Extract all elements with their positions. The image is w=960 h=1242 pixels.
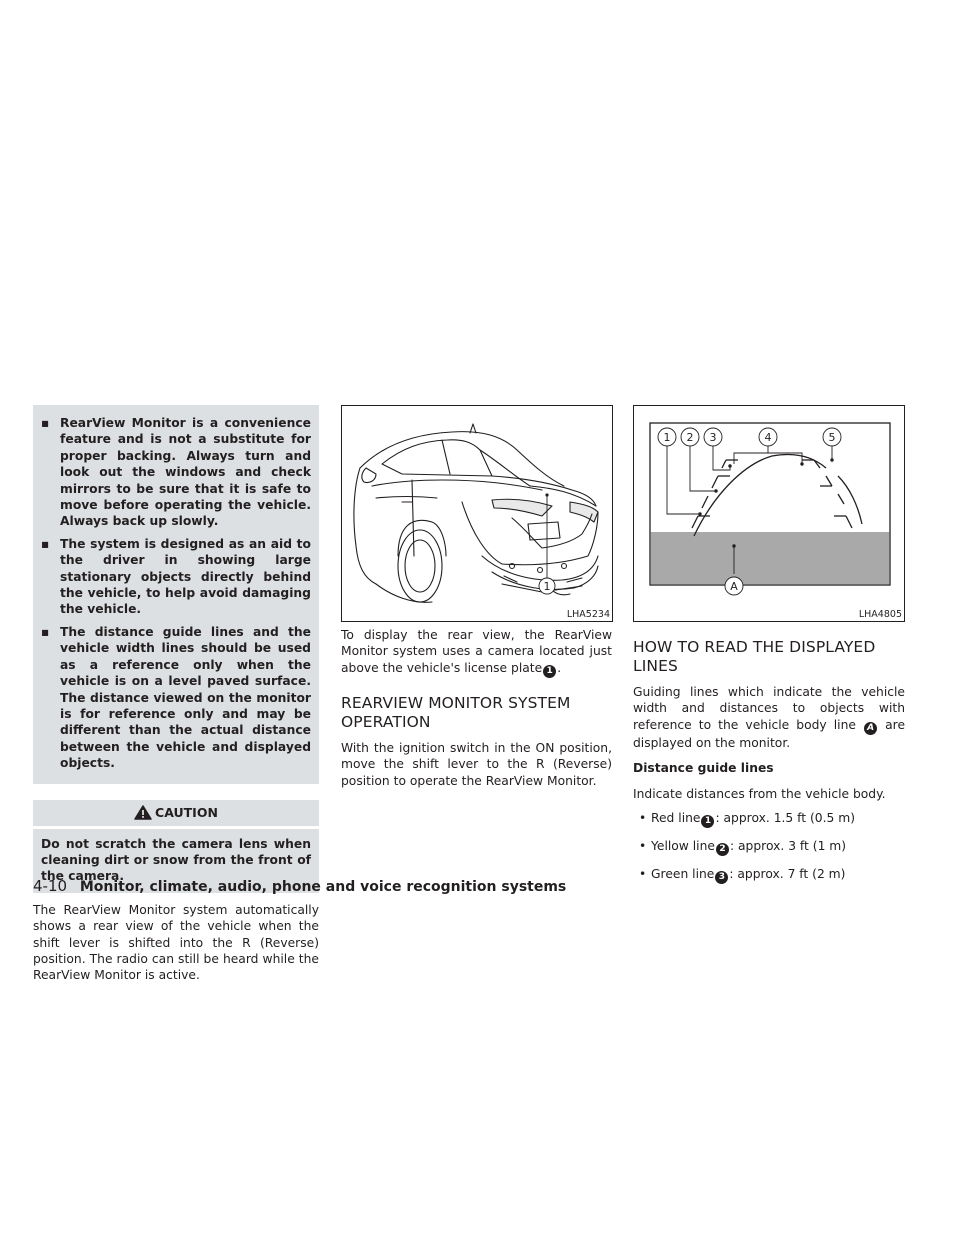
callout-marker: 1 xyxy=(701,815,714,828)
line-distance: : approx. 3 ft (1 m) xyxy=(729,839,847,854)
caution-text: Do not scratch the camera lens when cleaning dirt or snow from the front of the camera. xyxy=(33,829,319,893)
column-right xyxy=(633,405,905,894)
column-middle xyxy=(341,405,612,789)
figure-code: LHA4805 xyxy=(858,609,902,620)
subheading: Distance guide lines xyxy=(633,761,774,776)
line-label: Yellow line xyxy=(651,839,715,854)
figure-callout-label: 5 xyxy=(828,431,836,444)
caution-header xyxy=(33,800,319,826)
monitor-lines-figure xyxy=(633,405,905,622)
line-distance: : approx. 7 ft (2 m) xyxy=(729,867,846,882)
line-label: Green line xyxy=(651,867,715,882)
operation-paragraph: With the ignition switch in the ON position, move the shift lever to the R (Reverse) position to operate the RearView Monitor. xyxy=(341,740,612,788)
figure-callout-label: 3 xyxy=(709,431,717,444)
bullet-icon: ▪ xyxy=(41,536,50,551)
chapter-title: Monitor, climate, audio, phone and voice recognition systems xyxy=(79,879,567,895)
callout-marker: 2 xyxy=(716,843,729,856)
callout-marker: 3 xyxy=(715,871,728,884)
vehicle-body-band xyxy=(651,532,890,584)
warning-text: The distance guide lines and the vehicle width lines should be used as a reference only when the vehicle is on a level paved surface. The distance viewed on the monitor is for reference only and may be different than the actual distance between the vehicle and displayed objects. xyxy=(60,624,311,771)
intro-end: are displayed on the monitor. xyxy=(633,717,906,750)
figure-callout-label: 4 xyxy=(764,431,772,444)
figure-code: LHA5234 xyxy=(566,609,610,620)
intro-end: . xyxy=(557,660,562,675)
warning-triangle-icon xyxy=(134,805,152,820)
figure-callout-label: 2 xyxy=(686,431,694,444)
list-item xyxy=(633,838,905,856)
bullet-icon: ▪ xyxy=(41,624,50,639)
intro-text: To display the rear view, the RearView Monitor system uses a camera located just above the vehicle's license plate xyxy=(341,628,612,675)
distance-list xyxy=(633,810,905,884)
vehicle-rear-illustration xyxy=(342,406,612,621)
bullet-icon: • xyxy=(639,811,647,826)
page-footer xyxy=(33,877,566,895)
bullet-icon: ▪ xyxy=(41,416,50,430)
caution-title: CAUTION xyxy=(155,805,218,821)
intro-paragraph xyxy=(341,627,612,678)
distance-description: Indicate distances from the vehicle body. xyxy=(633,786,886,801)
vehicle-rear-figure xyxy=(341,405,613,622)
callout-marker: A xyxy=(864,722,877,735)
figure-callout-label: 1 xyxy=(543,580,551,593)
monitor-guide-lines-diagram xyxy=(634,406,904,621)
section-heading: REARVIEW MONITOR SYSTEM OPERATION xyxy=(341,693,571,731)
lines-intro-paragraph xyxy=(633,684,905,751)
line-label: Red line xyxy=(651,811,701,826)
warning-list xyxy=(41,415,311,772)
warning-text: RearView Monitor is a convenience feature and is not a substitute for proper backing. Always turn and look out the windows and check mirrors to be sure that it is safe to move before operating the vehicle. Always back up slowly. xyxy=(60,416,311,529)
figure-callout-label: 1 xyxy=(663,431,671,444)
warning-item xyxy=(41,536,311,618)
bullet-icon: • xyxy=(639,839,647,854)
list-item xyxy=(633,866,905,884)
list-item xyxy=(633,810,905,828)
figure-callout-label: A xyxy=(730,580,738,593)
intro-text: Guiding lines which indicate the vehicle width and distances to objects with reference to the vehicle body line xyxy=(633,685,905,732)
warning-box xyxy=(33,405,319,784)
body-paragraph: The RearView Monitor system automatically shows a rear view of the vehicle when the shift lever is shifted into the R (Reverse) position. The radio can still be heard while the RearView Monitor is active. xyxy=(33,902,319,983)
line-distance: : approx. 1.5 ft (0.5 m) xyxy=(715,811,856,826)
callout-marker: 1 xyxy=(543,665,556,678)
warning-item xyxy=(41,624,311,772)
warning-item xyxy=(41,415,311,530)
page-number: 4-10 xyxy=(33,877,68,895)
bullet-icon: • xyxy=(639,867,647,882)
section-heading: HOW TO READ THE DISPLAYED LINES xyxy=(633,638,876,675)
warning-text: The system is designed as an aid to the driver in showing large stationary objects directly behind the vehicle, to help avoid damaging the vehicle. xyxy=(60,536,311,617)
column-left xyxy=(33,405,319,984)
